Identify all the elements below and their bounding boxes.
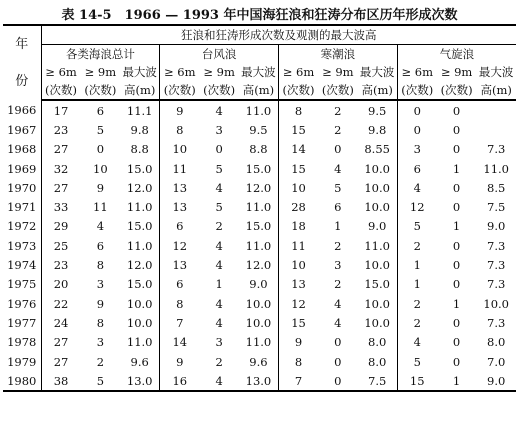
value-cell: 10.0: [483, 296, 509, 311]
value-cell: 11.0: [483, 161, 509, 176]
year-cell: 1979: [7, 354, 37, 369]
value-cell: 9.0: [249, 277, 268, 292]
value-cell: 10: [160, 140, 200, 159]
table-row: [3, 197, 516, 216]
col-height-unit: 高(m): [239, 81, 279, 100]
value-cell: 11: [278, 236, 318, 255]
col-count: (次数): [199, 81, 239, 100]
value-cell: 2: [96, 354, 105, 369]
table-row: [3, 333, 516, 352]
value-cell: 2: [334, 238, 342, 253]
value-cell: 12.0: [245, 180, 272, 195]
value-cell: 3: [96, 335, 105, 350]
value-cell: 10.0: [245, 315, 272, 330]
value-cell: 5: [215, 200, 223, 215]
value-cell: 8: [96, 258, 105, 273]
value-cell: 1: [334, 219, 342, 234]
value-cell: 15: [397, 371, 437, 391]
year-cell: 1970: [7, 180, 37, 195]
category-cyclone-waves: 气旋浪: [397, 45, 516, 64]
value-cell: 15: [278, 313, 318, 332]
value-cell: 15.0: [245, 161, 272, 176]
value-cell: 24: [41, 313, 81, 332]
value-cell: 8: [278, 352, 318, 371]
value-cell: 1: [437, 371, 477, 391]
year-cell: 1966: [7, 103, 37, 118]
table-row: [3, 294, 516, 313]
value-cell: 4: [96, 219, 105, 234]
value-cell: 7: [278, 371, 318, 391]
value-cell: 32: [41, 159, 81, 178]
value-cell: 0: [334, 354, 342, 369]
value-cell: 6: [160, 275, 200, 294]
col-max-wave: 最大波: [359, 65, 395, 79]
value-cell: 8.8: [249, 142, 268, 157]
col-count: (次数): [81, 81, 121, 100]
value-cell: 8: [278, 100, 318, 120]
col-height-unit: 高(m): [476, 81, 516, 100]
value-cell: 0: [397, 120, 437, 139]
value-cell: 7.3: [487, 238, 506, 253]
wave-frequency-table: [3, 24, 516, 392]
value-cell: 7.3: [487, 315, 506, 330]
col-count: (次数): [318, 81, 358, 100]
value-cell: [476, 120, 516, 139]
value-cell: 8.0: [368, 335, 387, 350]
value-cell: 9.0: [368, 219, 387, 234]
value-cell: 9: [278, 333, 318, 352]
value-cell: 0: [96, 142, 105, 157]
value-cell: 4: [215, 296, 223, 311]
value-cell: 11: [160, 159, 200, 178]
col-ge9m: ≥ 9m: [84, 65, 117, 79]
value-cell: 9.6: [130, 354, 149, 369]
col-max-wave: 最大波: [478, 65, 514, 79]
value-cell: 5: [397, 217, 437, 236]
value-cell: 0: [334, 142, 342, 157]
col-count: (次数): [397, 81, 437, 100]
value-cell: 13: [160, 178, 200, 197]
value-cell: 8.0: [487, 335, 506, 350]
value-cell: 27: [41, 352, 81, 371]
value-cell: 4: [215, 238, 223, 253]
table-caption: 表 14-5 1966 — 1993 年中国海狂浪和狂涛分布区历年形成次数: [61, 8, 458, 23]
value-cell: 12.0: [126, 258, 153, 273]
value-cell: 4: [215, 315, 223, 330]
value-cell: 7.3: [487, 142, 506, 157]
value-cell: 3: [334, 258, 342, 273]
value-cell: 5: [334, 180, 342, 195]
value-cell: 13.0: [239, 371, 279, 391]
value-cell: 15: [278, 159, 318, 178]
value-cell: 2: [215, 354, 223, 369]
table-row: [3, 120, 516, 139]
table-row: [3, 159, 516, 178]
year-cell: 1971: [7, 200, 37, 215]
value-cell: 4: [334, 296, 342, 311]
year-cell: 1977: [7, 315, 37, 330]
value-cell: 6: [96, 103, 105, 118]
col-ge9m: ≥ 9m: [322, 65, 354, 79]
year-cell: 1980: [3, 371, 41, 391]
value-cell: 10.0: [364, 315, 390, 330]
col-height-unit: 高(m): [120, 81, 160, 100]
year-cell: 1974: [7, 258, 37, 273]
value-cell: 18: [278, 217, 318, 236]
value-cell: 0: [215, 142, 223, 157]
value-cell: 27: [41, 178, 81, 197]
value-cell: 27: [41, 333, 81, 352]
value-cell: 0: [452, 258, 461, 273]
value-cell: 6: [96, 238, 105, 253]
value-cell: 7.3: [487, 258, 506, 273]
value-cell: 28: [278, 197, 318, 216]
value-cell: 15.0: [364, 277, 390, 292]
value-cell: 0: [452, 238, 461, 253]
table-row: [3, 255, 516, 274]
value-cell: 1: [452, 161, 461, 176]
col-ge6m: ≥ 6m: [41, 63, 81, 81]
value-cell: 4: [397, 178, 437, 197]
year-cell: 1975: [7, 277, 37, 292]
value-cell: 5: [397, 352, 437, 371]
year-header-top: 年: [3, 25, 41, 63]
table-row: [3, 352, 516, 371]
value-cell: 23: [41, 120, 81, 139]
col-ge9m: ≥ 9m: [203, 65, 235, 79]
value-cell: 0: [452, 354, 461, 369]
value-cell: 15.0: [126, 219, 153, 234]
value-cell: 11.0: [245, 103, 272, 118]
value-cell: 10.0: [126, 296, 153, 311]
value-cell: 9.0: [476, 371, 516, 391]
value-cell: 0: [452, 315, 461, 330]
value-cell: 4: [334, 315, 342, 330]
value-cell: 8.55: [364, 142, 390, 157]
value-cell: 0: [452, 142, 461, 157]
value-cell: 0: [452, 277, 461, 292]
value-cell: 10.0: [364, 180, 390, 195]
value-cell: 6: [334, 200, 342, 215]
year-cell: 1973: [7, 238, 37, 253]
value-cell: 15.0: [126, 277, 153, 292]
value-cell: 14: [160, 333, 200, 352]
value-cell: 0: [397, 100, 437, 120]
value-cell: 9.5: [249, 122, 268, 137]
value-cell: 2: [334, 277, 342, 292]
col-count: (次数): [278, 81, 318, 100]
table-row: [3, 236, 516, 255]
value-cell: 1: [397, 255, 437, 274]
value-cell: 1: [452, 219, 461, 234]
value-cell: 9: [160, 352, 200, 371]
value-cell: 23: [41, 255, 81, 274]
value-cell: 12.0: [126, 180, 153, 195]
table-row: [3, 217, 516, 236]
value-cell: 12.0: [245, 258, 272, 273]
value-cell: 25: [41, 236, 81, 255]
value-cell: 7.5: [487, 200, 506, 215]
value-cell: 4: [215, 103, 223, 118]
value-cell: 15: [278, 120, 318, 139]
value-cell: 8: [160, 120, 200, 139]
value-cell: 9.5: [368, 103, 387, 118]
year-cell: 1976: [7, 296, 37, 311]
value-cell: 11.1: [126, 103, 153, 118]
table-row: [3, 371, 516, 391]
value-cell: 2: [334, 103, 342, 118]
value-cell: 7.0: [487, 354, 506, 369]
value-cell: 5: [96, 122, 105, 137]
value-cell: 10: [93, 161, 108, 176]
value-cell: 15.0: [245, 219, 272, 234]
year-cell: 1978: [7, 335, 37, 350]
value-cell: 3: [215, 122, 223, 137]
value-cell: 3: [96, 277, 105, 292]
value-cell: 2: [397, 313, 437, 332]
value-cell: 15.0: [126, 161, 153, 176]
value-cell: 11.0: [126, 200, 153, 215]
value-cell: 3: [397, 140, 437, 159]
value-cell: 0: [452, 180, 461, 195]
value-cell: 3: [215, 335, 223, 350]
value-cell: 8.8: [130, 142, 149, 157]
value-cell: 9: [160, 100, 200, 120]
value-cell: 4: [199, 371, 239, 391]
value-cell: 13: [278, 275, 318, 294]
value-cell: 7.5: [358, 371, 398, 391]
table-row: [3, 313, 516, 332]
group-title: 狂浪和狂涛形成次数及观测的最大波高: [41, 25, 516, 45]
value-cell: 7.3: [487, 277, 506, 292]
value-cell: 4: [215, 180, 223, 195]
value-cell: 9: [96, 296, 105, 311]
value-cell: 38: [41, 371, 81, 391]
value-cell: 11.0: [126, 335, 153, 350]
category-all-waves: 各类海浪总计: [41, 45, 160, 64]
value-cell: 1: [397, 275, 437, 294]
value-cell: 8: [160, 294, 200, 313]
value-cell: 17: [41, 100, 81, 120]
value-cell: 9.0: [487, 219, 506, 234]
value-cell: [476, 100, 516, 120]
value-cell: 2: [397, 236, 437, 255]
table-body: [3, 100, 516, 391]
value-cell: 5: [215, 161, 223, 176]
value-cell: 6: [397, 159, 437, 178]
value-cell: 0: [452, 122, 461, 137]
value-cell: 10.0: [364, 200, 390, 215]
value-cell: 2: [215, 219, 223, 234]
col-count: (次数): [437, 81, 477, 100]
value-cell: 10.0: [364, 258, 390, 273]
value-cell: 12: [397, 197, 437, 216]
value-cell: 9.8: [130, 122, 149, 137]
value-cell: 4: [215, 258, 223, 273]
col-count: (次数): [160, 81, 200, 100]
value-cell: 1: [452, 296, 461, 311]
value-cell: 13: [160, 255, 200, 274]
col-count: (次数): [41, 81, 81, 100]
value-cell: 10: [278, 255, 318, 274]
value-cell: 0: [452, 103, 461, 118]
table-row: [3, 140, 516, 159]
value-cell: 6: [160, 217, 200, 236]
value-cell: 10.0: [364, 296, 390, 311]
value-cell: 14: [278, 140, 318, 159]
value-cell: 11.0: [126, 238, 153, 253]
col-max-wave: 最大波: [122, 65, 157, 79]
year-cell: 1968: [7, 142, 37, 157]
value-cell: 10.0: [245, 296, 272, 311]
table-row: [3, 100, 516, 120]
value-cell: 2: [397, 294, 437, 313]
value-cell: 22: [41, 294, 81, 313]
value-cell: 4: [334, 161, 342, 176]
value-cell: 13: [160, 197, 200, 216]
value-cell: 0: [334, 335, 342, 350]
value-cell: 11: [93, 200, 108, 215]
value-cell: 0: [452, 200, 461, 215]
value-cell: 12: [278, 294, 318, 313]
value-cell: 8.0: [368, 354, 387, 369]
table-row: [3, 178, 516, 197]
year-cell: 1967: [7, 122, 37, 137]
value-cell: 11.0: [364, 238, 390, 253]
value-cell: 27: [41, 140, 81, 159]
value-cell: 11.0: [245, 335, 272, 350]
value-cell: 13.0: [120, 371, 160, 391]
value-cell: 29: [41, 217, 81, 236]
value-cell: 7: [160, 313, 200, 332]
year-cell: 1969: [7, 161, 37, 176]
value-cell: 33: [41, 197, 81, 216]
value-cell: 10.0: [126, 315, 153, 330]
value-cell: 9.6: [249, 354, 268, 369]
value-cell: 0: [318, 371, 358, 391]
col-ge6m: ≥ 6m: [278, 63, 318, 81]
col-ge6m: ≥ 6m: [397, 63, 437, 81]
value-cell: 0: [452, 335, 461, 350]
value-cell: 5: [81, 371, 121, 391]
category-typhoon-waves: 台风浪: [160, 45, 279, 64]
value-cell: 1: [215, 277, 223, 292]
table-row: [3, 275, 516, 294]
value-cell: 11.0: [245, 238, 272, 253]
value-cell: 8.5: [487, 180, 506, 195]
value-cell: 20: [41, 275, 81, 294]
category-cold-wave: 寒潮浪: [278, 45, 397, 64]
col-ge9m: ≥ 9m: [440, 65, 473, 79]
value-cell: 8: [96, 315, 105, 330]
value-cell: 16: [160, 371, 200, 391]
value-cell: 10.0: [364, 161, 390, 176]
year-cell: 1972: [7, 219, 37, 234]
value-cell: 12: [160, 236, 200, 255]
year-header-bottom: 份: [15, 73, 29, 89]
value-cell: 2: [334, 122, 342, 137]
value-cell: 10: [278, 178, 318, 197]
col-max-wave: 最大波: [241, 65, 276, 79]
col-ge6m: ≥ 6m: [160, 63, 200, 81]
value-cell: 4: [397, 333, 437, 352]
value-cell: 9.8: [368, 122, 387, 137]
value-cell: 11.0: [245, 200, 272, 215]
value-cell: 9: [96, 180, 105, 195]
col-height-unit: 高(m): [358, 81, 398, 100]
